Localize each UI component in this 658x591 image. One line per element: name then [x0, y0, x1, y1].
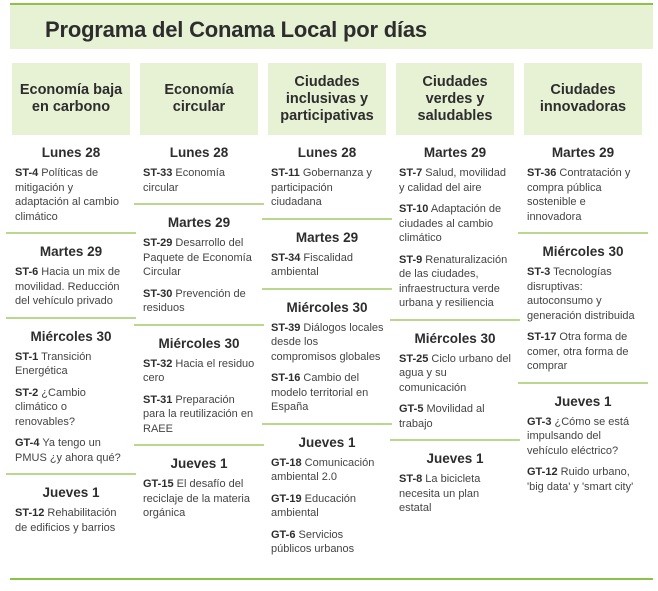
- session-item: [271, 371, 386, 415]
- session-code: ST-16: [271, 372, 301, 384]
- day-title: Martes 29: [423, 145, 487, 160]
- session-title: Políticas de mitigación y adaptación al cambio climático: [15, 167, 119, 223]
- session-code: ST-12: [15, 507, 45, 519]
- session-code: GT-19: [271, 492, 302, 505]
- day-separator: [134, 203, 264, 205]
- column-5: [524, 63, 642, 576]
- session-code: GT-5: [399, 403, 424, 415]
- day-title: Martes 29: [551, 145, 615, 160]
- day-title: Jueves 1: [426, 451, 484, 466]
- session-title: Desarrollo del Paquete de Economía Circular: [143, 237, 252, 278]
- session-item: [527, 166, 642, 224]
- session-title: Comunicación ambiental 2.0: [271, 456, 375, 483]
- day-separator: [518, 232, 648, 234]
- session-title: Transición Energética: [15, 350, 92, 377]
- session-code: ST-9: [399, 253, 423, 266]
- session-item: [399, 166, 514, 195]
- day-title: Lunes 28: [169, 145, 229, 160]
- session-code: ST-25: [399, 352, 429, 365]
- day-separator: [6, 232, 136, 234]
- session-item: [143, 236, 258, 280]
- day-title: Martes 29: [39, 244, 103, 259]
- day-title: Miércoles 30: [414, 330, 496, 346]
- day-title: Miércoles 30: [158, 335, 240, 351]
- session-code: ST-4: [15, 167, 39, 179]
- session-title: Ciclo urbano del agua y su comunicación: [399, 352, 511, 394]
- session-item: [271, 321, 386, 365]
- day-separator: [390, 319, 520, 321]
- session-item: [143, 166, 258, 195]
- session-title: Contratación y compra pública sostenible e innovadora: [527, 167, 631, 223]
- session-item: [143, 357, 258, 386]
- day-separator: [6, 473, 136, 475]
- session-title: Economía circular: [143, 167, 225, 194]
- day-title: Jueves 1: [170, 456, 228, 471]
- day-separator: [134, 444, 264, 446]
- session-item: [271, 166, 386, 210]
- session-code: ST-6: [15, 266, 39, 278]
- session-code: ST-11: [271, 167, 300, 179]
- session-code: GT-18: [271, 456, 302, 469]
- session-item: [399, 472, 514, 516]
- session-title: Fiscalidad ambiental: [271, 251, 353, 278]
- session-title: La bicicleta necesita un plan estatal: [399, 473, 481, 514]
- session-item: [527, 465, 642, 494]
- column-header: Ciudades verdes y saludables: [396, 63, 514, 135]
- bottom-divider: [10, 578, 653, 580]
- session-item: [527, 330, 642, 374]
- session-title: Servicios públicos urbanos: [271, 528, 355, 555]
- session-item: [15, 436, 130, 465]
- session-title: Adaptación de ciudades al cambio climático: [399, 203, 502, 244]
- session-item: [271, 251, 386, 280]
- session-code: ST-32: [143, 357, 173, 370]
- session-code: ST-30: [143, 287, 173, 300]
- session-code: GT-12: [527, 466, 558, 478]
- session-title: Salud, movilidad y calidad del aire: [399, 167, 507, 194]
- session-item: [143, 287, 258, 316]
- day-title: Martes 29: [167, 215, 231, 230]
- day-title: Lunes 28: [297, 145, 357, 160]
- session-item: [271, 492, 386, 521]
- column-header: Ciudades innovadoras: [524, 63, 642, 135]
- session-item: [15, 166, 130, 224]
- session-item: [271, 456, 386, 485]
- session-title: Movilidad al trabajo: [399, 403, 485, 430]
- session-item: [399, 402, 514, 431]
- day-separator: [134, 324, 264, 326]
- session-title: ¿Cómo se está impulsando del vehículo eléctrico?: [527, 415, 630, 457]
- day-title: Miércoles 30: [542, 244, 624, 259]
- session-code: ST-17: [527, 331, 557, 343]
- day-separator: [518, 382, 648, 384]
- session-code: ST-31: [143, 393, 173, 406]
- session-title: El desafío del reciclaje de la materia orgánica: [143, 478, 250, 519]
- session-title: Ya tengo un PMUS ¿y ahora qué?: [15, 437, 121, 464]
- column-4: [396, 63, 514, 576]
- day-separator: [262, 218, 392, 220]
- session-code: ST-7: [399, 167, 423, 179]
- session-title: Diálogos locales desde los compromisos globales: [271, 321, 384, 363]
- day-separator: [6, 317, 136, 319]
- session-code: ST-1: [15, 350, 39, 363]
- session-title: ¿Cambio climático o renovables?: [15, 386, 86, 428]
- column-header: Economía baja en carbono: [12, 63, 130, 135]
- session-item: [15, 506, 130, 535]
- session-title: Ruido urbano, 'big data' y 'smart city': [527, 466, 634, 493]
- session-code: GT-3: [527, 415, 552, 428]
- session-item: [399, 352, 514, 396]
- session-title: Preparación para la reutilización en RAEE: [143, 393, 254, 435]
- session-code: ST-8: [399, 473, 423, 485]
- session-item: [271, 528, 386, 557]
- session-item: [15, 265, 130, 309]
- day-title: Miércoles 30: [286, 299, 368, 315]
- session-item: [399, 202, 514, 246]
- session-title: Tecnologías disruptivas: autoconsumo y generación distribuida: [527, 266, 635, 322]
- session-code: ST-33: [143, 167, 173, 179]
- session-title: Cambio del modelo territorial en España: [271, 372, 369, 413]
- day-title: Jueves 1: [554, 393, 612, 409]
- session-item: [527, 265, 642, 323]
- column-3: [268, 63, 386, 576]
- column-2: [140, 63, 258, 576]
- session-title: Hacia un mix de movilidad. Reducción del vehículo privado: [15, 266, 121, 307]
- session-title: Educación ambiental: [271, 492, 357, 519]
- session-item: [15, 350, 130, 379]
- session-code: ST-34: [271, 251, 301, 264]
- session-code: ST-39: [271, 321, 301, 334]
- session-item: [15, 386, 130, 430]
- session-item: [143, 393, 258, 437]
- session-title: Otra forma de comer, otra forma de comprar: [527, 331, 629, 372]
- session-code: ST-29: [143, 237, 173, 249]
- session-code: ST-2: [15, 386, 39, 399]
- day-separator: [262, 423, 392, 425]
- session-code: ST-3: [527, 266, 551, 278]
- column-header: Ciudades inclusivas y participativas: [268, 63, 386, 135]
- day-title: Lunes 28: [41, 145, 101, 160]
- day-separator: [262, 288, 392, 290]
- session-code: ST-10: [399, 203, 429, 215]
- session-title: Hacia el residuo cero: [143, 357, 255, 384]
- column-1: [12, 63, 130, 576]
- day-separator: [390, 439, 520, 441]
- title-band: [10, 3, 653, 49]
- page-title: Programa del Conama Local por días: [45, 17, 427, 42]
- day-title: Miércoles 30: [30, 328, 112, 344]
- session-code: GT-15: [143, 478, 174, 490]
- session-title: Prevención de residuos: [143, 287, 246, 314]
- session-item: [527, 415, 642, 459]
- session-title: Renaturalización de las ciudades, infraestructura verde urbana y resiliencia: [399, 253, 508, 309]
- day-title: Jueves 1: [42, 485, 100, 500]
- session-title: Gobernanza y participación ciudadana: [271, 167, 372, 208]
- session-item: [399, 253, 514, 311]
- session-title: Rehabilitación de edificios y barrios: [15, 507, 117, 534]
- day-title: Martes 29: [295, 229, 359, 245]
- session-item: [143, 477, 258, 521]
- session-code: GT-6: [271, 528, 296, 541]
- session-code: GT-4: [15, 437, 40, 449]
- session-code: ST-36: [527, 167, 557, 179]
- column-header: Economía circular: [140, 63, 258, 135]
- day-title: Jueves 1: [298, 434, 356, 450]
